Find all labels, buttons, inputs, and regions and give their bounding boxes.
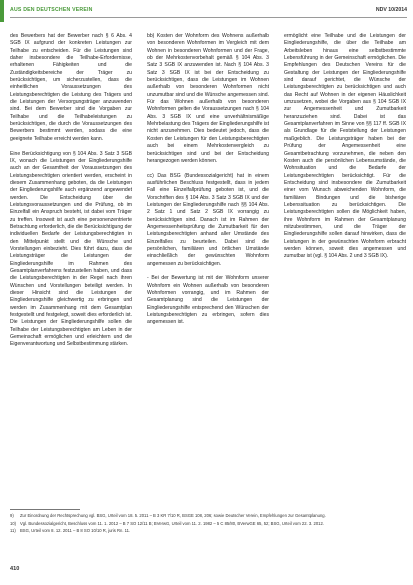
footnote-divider [10, 509, 80, 510]
text-column-2 [147, 33, 269, 334]
footnote [10, 513, 407, 519]
issue-label: NDV 10/2014 [375, 7, 407, 13]
page-header [0, 0, 413, 22]
paragraph: - Bei der Bewertung ist mit der Wohnform unserer Wohnform ein Wohnen außerhalb von besonderen Wohnformen vorrangig, und im Rahmen der Gesamtplanung sind die Leistungen der Eingliederungshilfe entsprechend den Wünschen der Leistungsberechtigten zu erbringen, sofern dies angemessen ist. [147, 275, 269, 326]
page-number: 410 [10, 566, 20, 572]
footnote-number: 9) [10, 513, 14, 518]
paragraph: cc) Das BSG (Bundessozialgericht) hat in einem ausführlichen Beschluss festgestellt, dass in jedem Fall eine Einzelfallprüfung geboten ist, und die Vorschriften des § 104 Abs. 3 Satz 3 SGB IX und der Leistungen der Eingliederungshilfe nach §§ 104 Abs. 2 Satz 1 und Satz 2 SGB IX vorrangig zu berücksichtigen sind. Danach ist im Rahmen der Angemessenheitsprüfung die Zumutbarkeit für den Leistungsberechtigten anhand aller Umstände des Einzelfalles zu beurteilen. Dabei sind die persönlichen, familiären und örtlichen Umstände einschließlich der gewünschten Wohnform angemessen zu berücksichtigen. [147, 172, 269, 267]
paragraph: bb) Kosten der Wohnform des Wohnens außerhalb von besonderen Wohnformen im Vergleich mit dem Wohnen in besonderen Wohnformen und der Frage, ob der Mehrkostenvorbehalt gemäß § 104 Abs. 3 Satz 3 SGB IX anzuwenden ist. Nach § 104 Abs. 3 Satz 3 SGB IX ist bei der Entscheidung zu berücksichtigen, dass die Leistungen im Wohnen außerhalb von besonderen Wohnformen nicht unzumutbar sind und die Wünsche angemessen sind. Für das Wohnen außerhalb von besonderen Wohnformen gelten die Voraussetzungen nach § 104 Abs. 3 SGB IX und eine unverhältnismäßige Mehrbelastung des Trägers der Eingliederungshilfe ist nicht anzunehmen. Dies bedeutet jedoch, dass die Kosten der Leistungen für den Leistungsberechtigten auch bei einem Mehrkostenvergleich zu berücksichtigen sind und bei der Entscheidung herangezogen werden können. [147, 33, 269, 164]
footnote-text: BSG, Urteil vom 8. 12. 2011 – B 8 SO 10/10 R, juris Rn. 11. [20, 528, 131, 534]
text-column-1 [10, 33, 132, 356]
paragraph: ermöglicht eine Teilhabe und die Leistungen der Eingliederungshilfe, die über die Teilhabe am Arbeitsleben hinaus eine selbstbestimmte Lebensführung in der Gemeinschaft ermöglichen. Die Empfehlungen des Deutschen Vereins für die Gestaltung der Leistungen der Eingliederungshilfe sind darauf gerichtet, die Wünsche der Leistungsberechtigten zu berücksichtigen und auch das Recht auf Wohnen in der eigenen Häuslichkeit umzusetzen, wobei die Vorgaben aus § 104 SGB IX zur Angemessenheit und Zumutbarkeit heranzuziehen sind. Dabei ist das Gesamtplanverfahren im Sinne von §§ 117 ff. SGB IX als Grundlage für die Feststellung der Leistungen maßgeblich. Die Leistungsträger haben bei der Prüfung der Angemessenheit eine Gesamtbetrachtung vorzunehmen, die neben den Kosten auch die persönlichen Lebensumstände, die Wohnsituation und die Bedarfe der Leistungsberechtigten berücksichtigt. Für die Entscheidung sind insbesondere die Zumutbarkeit einer vom Wunsch abweichenden Wohnform, die familiären Bindungen und die bisherige Lebenssituation zu berücksichtigen. Die Leistungsberechtigten sollen die Möglichkeit haben, ihre Wohnform im Rahmen der Gesamtplanung mitzubestimmen, und die Träger der Eingliederungshilfe sollen darauf hinwirken, dass die Leistungen in der gewünschten Wohnform erbracht werden können, soweit dies angemessen und zumutbar ist (vgl. § 104 Abs. 2 und 3 SGB IX). [284, 33, 406, 260]
section-title: AUS DEN DEUTSCHEN VEREIN [10, 7, 93, 13]
text-column-3 [284, 33, 406, 268]
footnote [10, 521, 407, 527]
paragraph: des Bewerbers hat der Bewerber nach § 6 Abs. 4 SGB IX aufgrund der konkreten Leistungen zur Teilhabe zu entscheiden. Für die Leistungen sind daher insbesondere die Teilhabe-Erfordernisse, erhaltenen Fähigkeiten und die Zuständigkeitsbereiche der Träger zu berücksichtigen, um sicherzustellen, dass die einheitlichen Voraussetzungen des Leistungsberechtigten die Leistung des Trägers und die Leistungen der Versorgungsträger anzuwenden sind. Bei dem Bewerber sind die Vorgaben zur Teilhabe und die Teilhabeleistungen zu berücksichtigen, die durch die Voraussetzungen des Bewerbers bestimmt werden, sodass die eine geeignete Teilhabe erreicht werden kann. [10, 33, 132, 142]
header-divider [10, 17, 407, 18]
footnotes [10, 509, 407, 536]
footnote-text: Zur Einordnung der Rechtsprechung vgl. BSG, Urteil vom 18. 5. 2011 – B 3 KR 7/10 R, BSGE 108, 206; sowie Deutscher Verein, Empfehlungen zur Gesamtplanung. [20, 513, 326, 518]
section-accent-bar [0, 0, 4, 22]
footnote-number: 10) [10, 520, 17, 526]
footnote [10, 528, 407, 534]
footnote-text: Vgl. Bundessozialgericht, Beschluss vom 11. 1. 2012 – B 7 SO 12/11 B; BVerwG, Urteil vom 11. 2. 1982 – 5 C 85/80, BVerwGE 65, 52; BSG, Urteil vom 22. 3. 2012. [20, 520, 324, 526]
paragraph: Eine Berücksichtigung von § 104 Abs. 3 Satz 3 SGB IX, wonach die Leistungen der Eingliederungshilfe auch an der Gesamtheit der Voraussetzungen des Leistungsberechtigten orientiert werden, erscheint in diesem Zusammenhang geboten, da die Leistungen der Eingliederungshilfe auch ergänzend angewendet werden. Die Entscheidung über die Leistungsvoraussetzungen und die Prüfung, ob im Einzelfall ein Anspruch besteht, ist dabei vom Träger zu treffen. Insoweit ist auch eine personenzentrierte Betrachtung erforderlich, die die Berücksichtigung der individuellen Bedarfe der Leistungsberechtigten in den Mittelpunkt stellt und die Wünsche und Vorstellungen einbezieht. Dies führt dazu, dass die Leistungsträger die Leistungen der Eingliederungshilfe im Rahmen des Gesamtplanverfahrens festzustellen haben, und dass die Leistungsberechtigten in der Regel nach ihren Wünschen und Vorstellungen beteiligt werden. In dieser Hinsicht sind die Leistungen der Eingliederungshilfe gleichwertig zu erbringen und werden im Zusammenhang mit dem Gesamtplan festgestellt und festgelegt, soweit dies erforderlich ist. Die Leistungen der Eingliederungshilfe sollen die Teilhabe der Leistungsberechtigten am Leben in der Gemeinschaft ermöglichen und erleichtern und die Eigenverantwortung und Selbstbestimmung stärken. [10, 150, 132, 348]
footnote-number: 11) [10, 528, 16, 534]
